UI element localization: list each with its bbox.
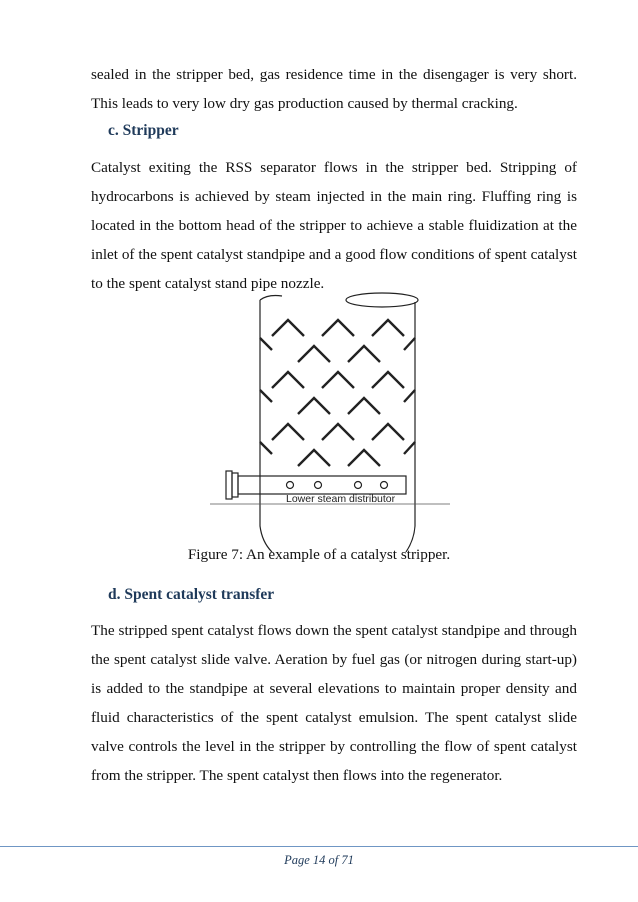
section-c-paragraph: Catalyst exiting the RSS separator flows in the stripper bed. Stripping of hydrocarbons is achieved by steam injected in the main ring. Fluffing ring is located in the bottom head of the stripper to achieve a stable fluidization at the inlet of the spent catalyst standpipe and a good flow conditions of spent catalyst to the spent catalyst stand pipe nozzle. bbox=[91, 159, 577, 292]
section-d-paragraph: The stripped spent catalyst flows down the spent catalyst standpipe and through the spent catalyst slide valve. Aeration by fuel gas (or nitrogen during start-up) is added to the standpipe at several elevations to maintain proper density and fluid characteristics of the spent catalyst emulsion. The spent catalyst slide valve controls the level in the stripper by controlling the flow of spent catalyst from the stripper. The spent catalyst then flows into the regenerator. bbox=[91, 622, 577, 784]
figure-caption: Figure 7: An example of a catalyst stripper. bbox=[187, 546, 451, 563]
vessel-left-wall bbox=[260, 300, 272, 552]
intro-line-2: This leads to very low dry gas production caused by thermal cracking. bbox=[91, 95, 518, 112]
stripper-baffles bbox=[260, 320, 415, 466]
footer-divider bbox=[0, 846, 638, 847]
intro-line-1: sealed in the stripper bed, gas residence time in the disengager is very short. bbox=[91, 66, 577, 83]
steam-distributor-label: Lower steam distributor bbox=[286, 493, 396, 505]
catalyst-stripper-diagram bbox=[210, 290, 450, 552]
vessel-top-opening bbox=[346, 293, 418, 307]
section-c-heading: c. Stripper bbox=[108, 122, 179, 139]
section-d-heading: d. Spent catalyst transfer bbox=[108, 586, 275, 603]
page-number: Page 14 of 71 bbox=[284, 853, 354, 867]
steam-inlet-flange bbox=[226, 471, 232, 499]
